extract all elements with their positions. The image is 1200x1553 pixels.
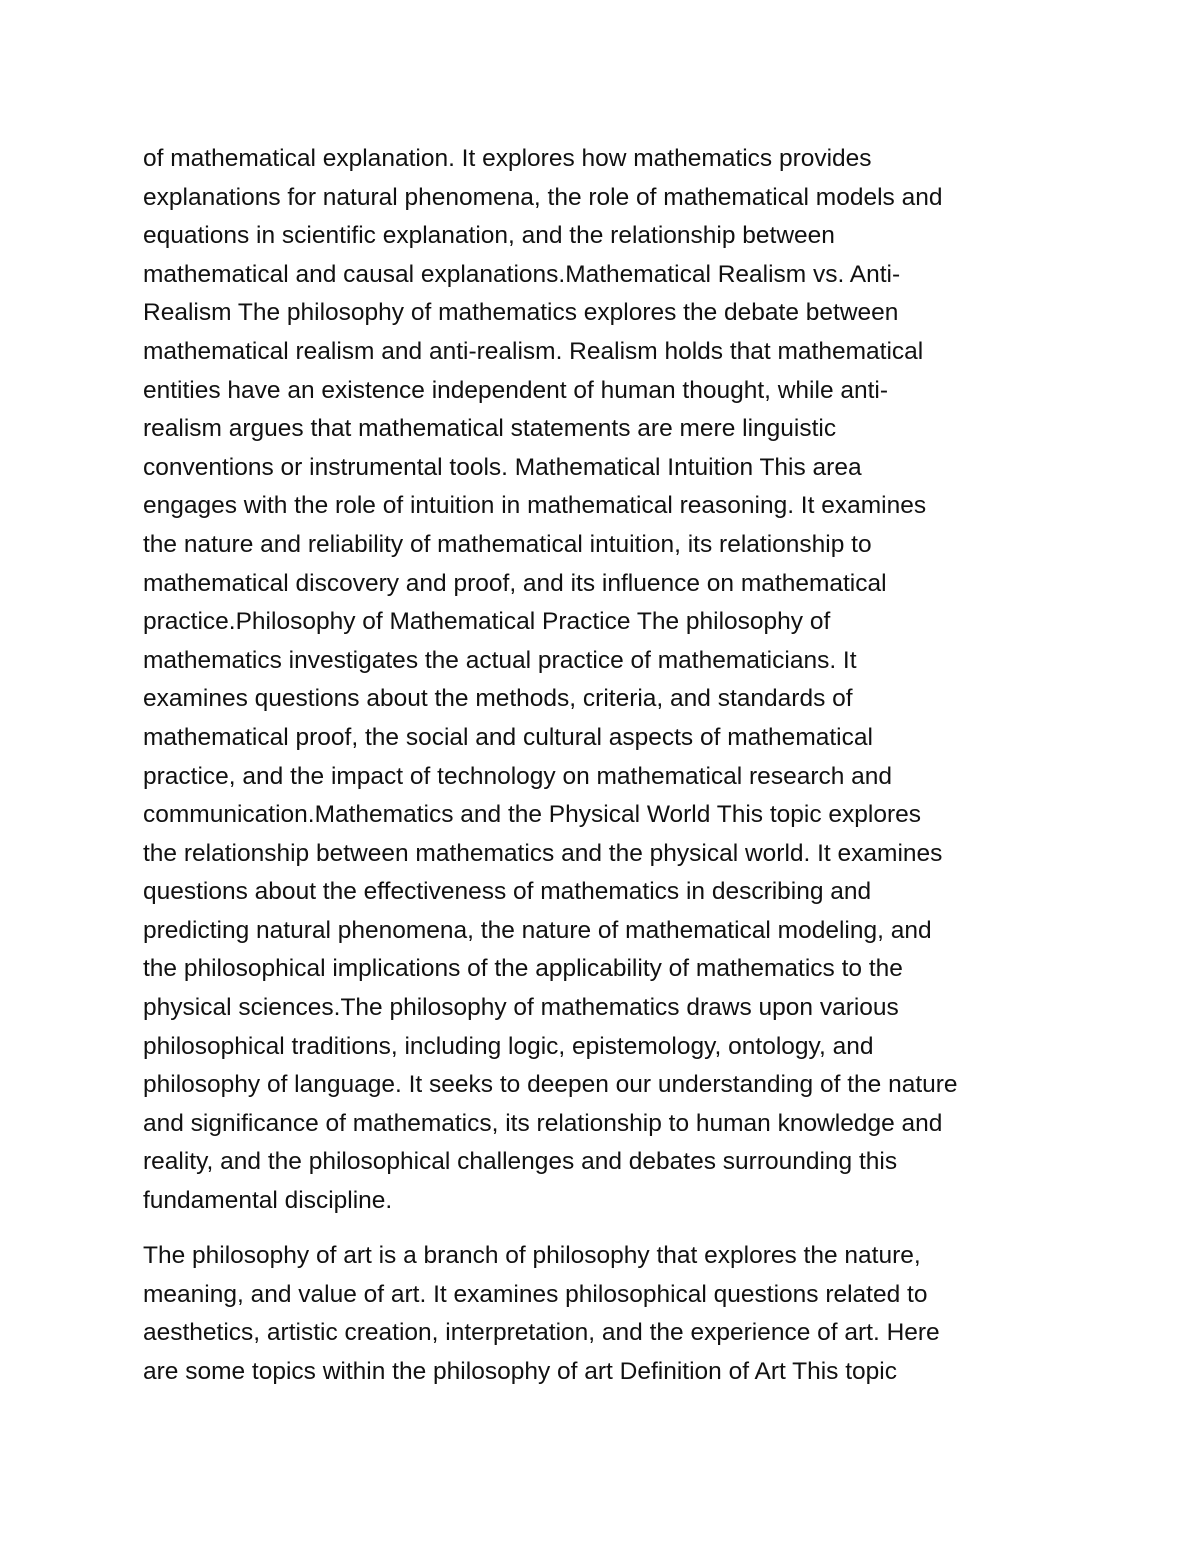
text-line: practice.Philosophy of Mathematical Practice The philosophy of — [143, 608, 831, 636]
text-line: meaning, and value of art. It examines philosophical questions related to — [143, 1280, 928, 1308]
text-line: aesthetics, artistic creation, interpretation, and the experience of art. Here — [143, 1319, 940, 1347]
text-line: conventions or instrumental tools. Mathematical Intuition This area — [143, 453, 862, 481]
text-line: physical sciences.The philosophy of mathematics draws upon various — [143, 994, 899, 1022]
text-line: predicting natural phenomena, the nature of mathematical modeling, and — [143, 916, 932, 944]
text-line: mathematical discovery and proof, and its influence on mathematical — [143, 569, 887, 597]
text-line: philosophical traditions, including logic, epistemology, ontology, and — [143, 1032, 874, 1060]
text-line: Realism The philosophy of mathematics explores the debate between — [143, 299, 899, 327]
paragraph-art — [143, 1237, 1073, 1391]
text-line: the philosophical implications of the applicability of mathematics to the — [143, 955, 903, 983]
text-line: and significance of mathematics, its relationship to human knowledge and — [143, 1109, 943, 1137]
text-line: explanations for natural phenomena, the role of mathematical models and — [143, 183, 943, 211]
text-line: equations in scientific explanation, and the relationship between — [143, 222, 835, 250]
text-line: realism argues that mathematical statements are mere linguistic — [143, 415, 837, 443]
text-line: of mathematical explanation. It explores how mathematics provides — [143, 145, 872, 172]
paragraph-mathematics — [143, 140, 1073, 1221]
text-line: mathematical realism and anti-realism. Realism holds that mathematical — [143, 337, 924, 365]
text-line: the relationship between mathematics and the physical world. It examines — [143, 839, 943, 867]
text-line: engages with the role of intuition in mathematical reasoning. It examines — [143, 492, 927, 520]
text-line: questions about the effectiveness of mathematics in describing and — [143, 878, 872, 906]
text-line: reality, and the philosophical challenges and debates surrounding this — [143, 1148, 898, 1176]
text-line: mathematical and causal explanations.Mathematical Realism vs. Anti- — [143, 260, 901, 288]
text-line: mathematical proof, the social and cultural aspects of mathematical — [143, 723, 873, 751]
text-line: mathematics investigates the actual practice of mathematicians. It — [143, 646, 857, 674]
text-line: examines questions about the methods, criteria, and standards of — [143, 685, 853, 713]
text-line: entities have an existence independent of human thought, while anti- — [143, 376, 889, 404]
text-line: the nature and reliability of mathematical intuition, its relationship to — [143, 530, 872, 558]
text-line: philosophy of language. It seeks to deepen our understanding of the nature — [143, 1071, 958, 1099]
text-line: communication.Mathematics and the Physical World This topic explores — [143, 801, 921, 829]
text-line: are some topics within the philosophy of art Definition of Art This topic — [143, 1357, 897, 1385]
text-line: practice, and the impact of technology on mathematical research and — [143, 762, 893, 790]
text-line: The philosophy of art is a branch of philosophy that explores the nature, — [143, 1242, 921, 1269]
text-line: fundamental discipline. — [143, 1187, 393, 1215]
